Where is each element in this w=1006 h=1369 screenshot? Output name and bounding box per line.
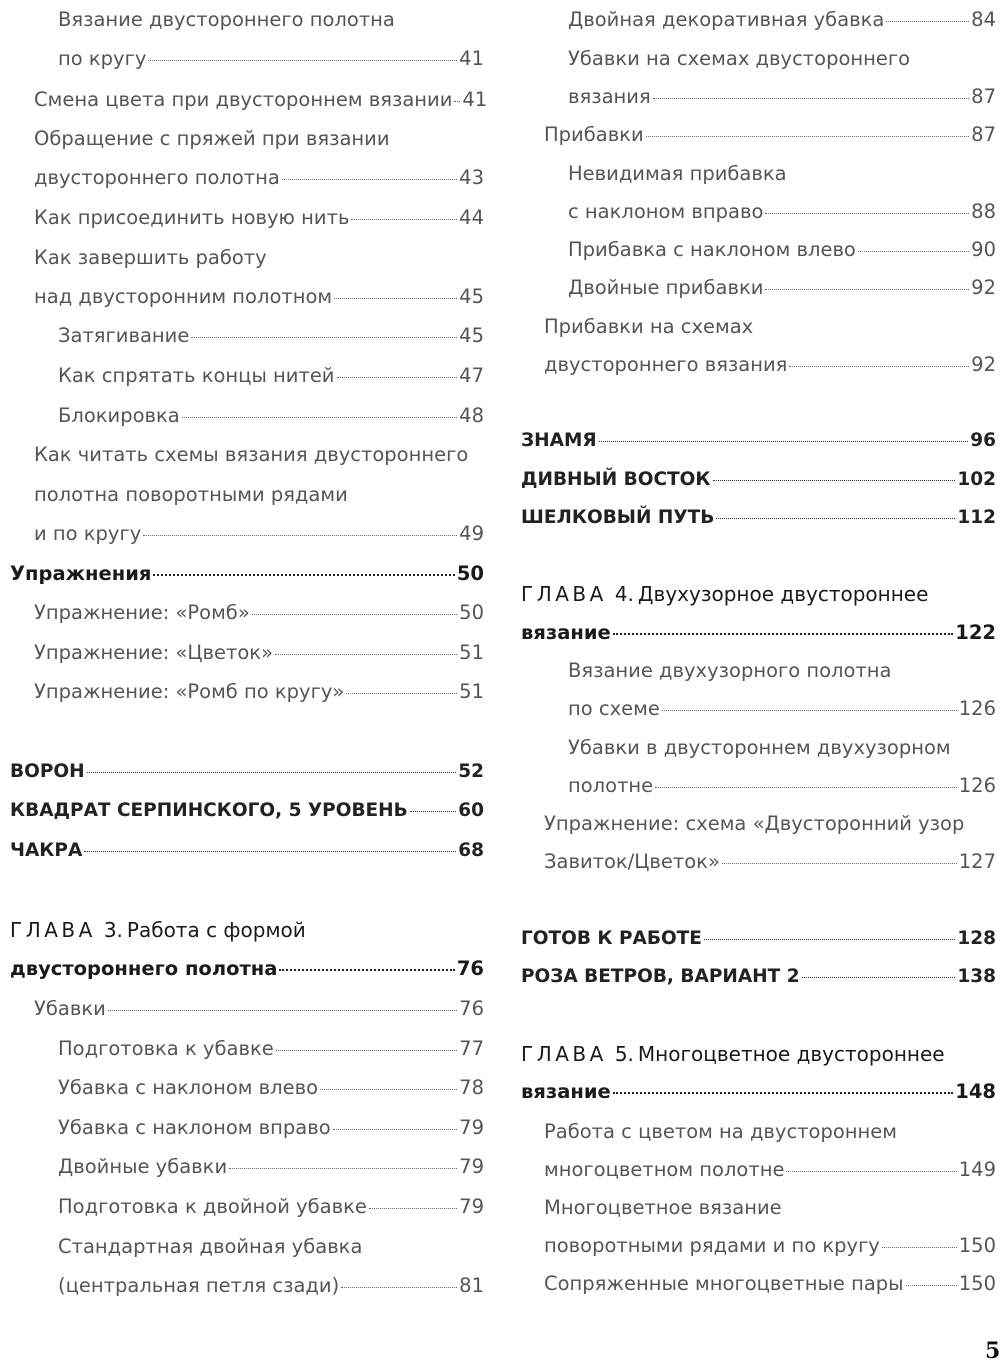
chapter-entry[interactable] bbox=[521, 1077, 996, 1107]
chapter-heading bbox=[521, 1039, 996, 1069]
toc-entry-title: и по кругу bbox=[34, 522, 142, 545]
toc-entry-title: Вязание двухузорного полотна bbox=[568, 659, 892, 682]
toc-entry-title: Многоцветное вязание bbox=[544, 1196, 782, 1219]
toc-entry-title: Двойные прибавки bbox=[568, 276, 764, 299]
dot-leader bbox=[337, 377, 458, 378]
toc-entry-title: над двусторонним полотном bbox=[34, 285, 333, 308]
toc-entry-title: (центральная петля сзади) bbox=[58, 1274, 340, 1297]
toc-page-number: 87 bbox=[971, 85, 996, 108]
toc-entry-title: Упражнение: «Ромб по кругу» bbox=[34, 680, 345, 703]
toc-entry-line bbox=[10, 480, 484, 510]
toc-entry-title: ЧАКРА bbox=[10, 840, 83, 861]
toc-entry-title: Обращение с пряжей при вязании bbox=[34, 127, 390, 150]
dot-leader bbox=[655, 787, 957, 788]
toc-entry-title: вязание bbox=[521, 1080, 611, 1103]
toc-entry-title: Подготовка к двойной убавке bbox=[58, 1195, 367, 1218]
chapter-label: ГЛАВА bbox=[10, 918, 96, 942]
chapter-number: 4. bbox=[614, 582, 634, 606]
toc-pattern-entry[interactable] bbox=[521, 962, 996, 992]
toc-entry-title: Убавка с наклоном влево bbox=[58, 1076, 319, 1099]
toc-page-number: 122 bbox=[955, 621, 996, 644]
toc-entry-title: Упражнение: схема «Двусторонний узор bbox=[544, 812, 965, 835]
dot-leader bbox=[369, 1208, 457, 1209]
toc-entry[interactable] bbox=[10, 85, 488, 115]
toc-page-number: 148 bbox=[955, 1080, 996, 1103]
toc-page-number: 92 bbox=[971, 276, 996, 299]
chapter-title: Многоцветное двустороннее bbox=[637, 1042, 945, 1066]
toc-entry-title: Убавки bbox=[34, 997, 106, 1020]
chapter-heading bbox=[10, 915, 484, 945]
toc-page-number: 49 bbox=[459, 522, 484, 545]
toc-entry-title: РОЗА ВЕТРОВ, ВАРИАНТ 2 bbox=[521, 966, 800, 987]
toc-pattern-entry[interactable] bbox=[10, 836, 484, 866]
toc-page-number: 76 bbox=[459, 997, 484, 1020]
toc-entry-line bbox=[521, 159, 996, 189]
toc-entry-title: Блокировка bbox=[58, 404, 180, 427]
dot-leader bbox=[333, 1129, 458, 1130]
toc-entry-title: Невидимая прибавка bbox=[568, 162, 787, 185]
dot-leader bbox=[229, 1168, 457, 1169]
toc-entry[interactable] bbox=[521, 273, 996, 303]
toc-page-number: 88 bbox=[971, 200, 996, 223]
toc-entry[interactable] bbox=[521, 1231, 996, 1261]
toc-entry[interactable] bbox=[10, 163, 484, 193]
toc-entry[interactable] bbox=[10, 203, 484, 233]
toc-page-number: 52 bbox=[458, 761, 484, 782]
toc-entry[interactable] bbox=[10, 321, 484, 351]
toc-entry[interactable] bbox=[521, 197, 996, 227]
toc-page-number: 47 bbox=[459, 364, 484, 387]
dot-leader bbox=[351, 219, 457, 220]
toc-entry-title: Как завершить работу bbox=[34, 246, 267, 269]
toc-page-number: 96 bbox=[970, 430, 996, 451]
toc-entry[interactable] bbox=[521, 350, 996, 380]
toc-entry-title: ЗНАМЯ bbox=[521, 430, 597, 451]
toc-entry-title: ВОРОН bbox=[10, 761, 85, 782]
toc-entry[interactable] bbox=[521, 120, 996, 150]
toc-pattern-entry[interactable] bbox=[10, 796, 484, 826]
toc-pattern-entry[interactable] bbox=[521, 503, 996, 533]
chapter-heading bbox=[521, 579, 996, 609]
toc-page-number: 138 bbox=[957, 966, 996, 987]
toc-entry[interactable] bbox=[10, 1152, 484, 1182]
toc-entry-title: многоцветном полотне bbox=[544, 1158, 785, 1181]
toc-entry-title: полотне bbox=[568, 774, 654, 797]
toc-entry[interactable] bbox=[521, 1269, 996, 1299]
toc-entry-line bbox=[10, 124, 484, 154]
toc-page-number: 45 bbox=[459, 324, 484, 347]
toc-entry[interactable] bbox=[521, 82, 996, 112]
toc-entry-title: двустороннего вязания bbox=[544, 353, 788, 376]
dot-leader bbox=[191, 337, 457, 338]
toc-entry-title: полотна поворотными рядами bbox=[34, 483, 348, 506]
toc-entry[interactable] bbox=[521, 694, 996, 724]
toc-entry-title: Завиток/Цветок» bbox=[544, 850, 720, 873]
toc-page-number: 79 bbox=[459, 1195, 484, 1218]
dot-leader bbox=[858, 251, 969, 252]
toc-entry-title: Как спрятать концы нитей bbox=[58, 364, 335, 387]
chapter-label: ГЛАВА bbox=[521, 1042, 607, 1066]
toc-entry-line bbox=[521, 1117, 996, 1147]
toc-entry[interactable] bbox=[10, 282, 484, 312]
chapter-title: Двухузорное двустороннее bbox=[637, 582, 929, 606]
toc-page-number: 112 bbox=[957, 507, 996, 528]
dot-leader bbox=[613, 1092, 954, 1094]
toc-entry-title: вязание bbox=[521, 621, 611, 644]
toc-page-number: 149 bbox=[958, 1158, 996, 1181]
toc-entry-title: Убавки на схемах двустороннего bbox=[568, 47, 911, 70]
dot-leader bbox=[153, 574, 454, 576]
dot-leader bbox=[713, 480, 956, 481]
toc-pattern-entry[interactable] bbox=[10, 757, 484, 787]
dot-leader bbox=[341, 1287, 457, 1288]
toc-entry[interactable] bbox=[10, 519, 484, 549]
toc-entry[interactable] bbox=[10, 677, 484, 707]
chapter-number: 5. bbox=[614, 1042, 634, 1066]
toc-entry-title: Работа с цветом на двустороннем bbox=[544, 1120, 897, 1143]
dot-leader bbox=[279, 969, 454, 971]
dot-leader bbox=[276, 1050, 457, 1051]
dot-leader bbox=[454, 101, 460, 102]
toc-entry[interactable] bbox=[10, 598, 484, 628]
chapter-title: Работа с формой bbox=[126, 918, 306, 942]
toc-page-number: 68 bbox=[458, 840, 484, 861]
toc-entry[interactable] bbox=[521, 771, 996, 801]
toc-page-number: 50 bbox=[456, 562, 484, 585]
toc-page-number: 79 bbox=[459, 1116, 484, 1139]
toc-page-number: 51 bbox=[459, 641, 484, 664]
toc-entry[interactable] bbox=[521, 235, 996, 265]
dot-leader bbox=[334, 298, 457, 299]
dot-leader bbox=[662, 710, 957, 711]
toc-entry-title: ДИВНЫЙ ВОСТОК bbox=[521, 469, 711, 490]
dot-leader bbox=[108, 1010, 457, 1011]
toc-page-number: 84 bbox=[971, 8, 996, 31]
toc-entry-title: поворотными рядами и по кругу bbox=[544, 1234, 880, 1257]
dot-leader bbox=[716, 518, 955, 519]
toc-page-number: 150 bbox=[958, 1234, 996, 1257]
toc-page-number: 87 bbox=[971, 123, 996, 146]
dot-leader bbox=[410, 811, 456, 812]
toc-page-number: 48 bbox=[459, 404, 484, 427]
toc-entry-title: Упражнение: «Ромб» bbox=[34, 601, 250, 624]
toc-page-number: 150 bbox=[958, 1272, 996, 1295]
toc-entry-title: Затягивание bbox=[58, 324, 190, 347]
toc-entry-line bbox=[521, 809, 996, 839]
toc-page-number: 50 bbox=[459, 601, 484, 624]
toc-section-entry[interactable] bbox=[10, 559, 484, 589]
toc-entry-title: двустороннего полотна bbox=[34, 166, 280, 189]
toc-entry-line bbox=[10, 440, 484, 470]
toc-page-number: 90 bbox=[971, 238, 996, 261]
dot-leader bbox=[765, 289, 969, 290]
chapter-entry[interactable] bbox=[521, 618, 996, 648]
dot-leader bbox=[84, 851, 456, 852]
toc-entry-title: ГОТОВ К РАБОТЕ bbox=[521, 928, 702, 949]
toc-entry-title: Как присоединить новую нить bbox=[34, 206, 350, 229]
toc-entry-title: Упражнения bbox=[10, 562, 152, 585]
toc-entry-title: Двойная декоративная убавка bbox=[568, 8, 885, 31]
toc-entry-title: Упражнение: «Цветок» bbox=[34, 641, 274, 664]
toc-entry-title: ШЕЛКОВЫЙ ПУТЬ bbox=[521, 507, 715, 528]
dot-leader bbox=[646, 136, 970, 137]
toc-entry-title: Двойные убавки bbox=[58, 1155, 228, 1178]
toc-entry-title: Убавки в двустороннем двухузорном bbox=[568, 736, 951, 759]
dot-leader bbox=[320, 1089, 457, 1090]
dot-leader bbox=[789, 366, 969, 367]
toc-page-number: 102 bbox=[957, 469, 996, 490]
toc-entry-title: Вязание двустороннего полотна bbox=[58, 8, 395, 31]
dot-leader bbox=[143, 535, 457, 536]
toc-entry-line bbox=[521, 44, 996, 74]
toc-entry[interactable] bbox=[10, 638, 484, 668]
toc-page-number: 77 bbox=[459, 1037, 484, 1060]
toc-page-number: 126 bbox=[958, 697, 996, 720]
toc-entry-line bbox=[521, 656, 996, 686]
chapter-label: ГЛАВА bbox=[521, 582, 607, 606]
dot-leader bbox=[722, 863, 957, 864]
toc-entry[interactable] bbox=[10, 361, 484, 391]
toc-page-number: 92 bbox=[971, 353, 996, 376]
toc-entry[interactable] bbox=[10, 401, 484, 431]
dot-leader bbox=[786, 1171, 956, 1172]
toc-entry[interactable] bbox=[521, 1155, 996, 1185]
toc-entry-title: Прибавки bbox=[544, 123, 644, 146]
toc-entry-title: двустороннего полотна bbox=[10, 957, 278, 980]
toc-entry-line bbox=[10, 1232, 484, 1262]
toc-entry-title: Прибавки на схемах bbox=[544, 315, 754, 338]
toc-page-number: 44 bbox=[459, 206, 484, 229]
dot-leader bbox=[882, 1247, 957, 1248]
dot-leader bbox=[765, 213, 969, 214]
dot-leader bbox=[252, 614, 457, 615]
toc-entry[interactable] bbox=[10, 1271, 484, 1301]
toc-page-number: 45 bbox=[459, 285, 484, 308]
toc-entry[interactable] bbox=[10, 1113, 484, 1143]
toc-entry-title: по схеме bbox=[568, 697, 660, 720]
toc-entry-line bbox=[521, 312, 996, 342]
dot-leader bbox=[613, 633, 954, 635]
toc-entry-line bbox=[521, 733, 996, 763]
dot-leader bbox=[704, 939, 955, 940]
toc-page-number: 76 bbox=[456, 957, 484, 980]
toc-page-number: 51 bbox=[459, 680, 484, 703]
toc-page-number: 127 bbox=[958, 850, 996, 873]
toc-entry-title: КВАДРАТ СЕРПИНСКОГО, 5 УРОВЕНЬ bbox=[10, 800, 408, 821]
dot-leader bbox=[87, 772, 457, 773]
toc-page-number: 79 bbox=[459, 1155, 484, 1178]
toc-pattern-entry[interactable] bbox=[521, 426, 996, 456]
toc-entry-title: Прибавка с наклоном влево bbox=[568, 238, 856, 261]
toc-entry-title: Смена цвета при двустороннем вязании bbox=[34, 88, 453, 111]
page-number: 5 bbox=[985, 1338, 1001, 1364]
dot-leader bbox=[653, 98, 969, 99]
dot-leader bbox=[346, 693, 457, 694]
toc-entry-line bbox=[10, 243, 484, 273]
toc-entry-title: Подготовка к убавке bbox=[58, 1037, 274, 1060]
dot-leader bbox=[275, 654, 457, 655]
toc-entry[interactable] bbox=[521, 5, 996, 35]
toc-entry-line bbox=[10, 5, 484, 35]
toc-entry[interactable] bbox=[10, 1073, 484, 1103]
toc-page-number: 81 bbox=[459, 1274, 484, 1297]
chapter-entry[interactable] bbox=[10, 954, 484, 984]
dot-leader bbox=[906, 1285, 957, 1286]
toc-page-number: 43 bbox=[459, 166, 484, 189]
dot-leader bbox=[886, 21, 969, 22]
dot-leader bbox=[599, 441, 969, 442]
dot-leader bbox=[282, 179, 457, 180]
toc-pattern-entry[interactable] bbox=[521, 924, 996, 954]
toc-entry-title: Стандартная двойная убавка bbox=[58, 1235, 363, 1258]
toc-entry-line bbox=[521, 1193, 996, 1223]
toc-entry[interactable] bbox=[521, 847, 996, 877]
chapter-number: 3. bbox=[103, 918, 123, 942]
toc-entry-title: Убавка с наклоном вправо bbox=[58, 1116, 331, 1139]
toc-entry[interactable] bbox=[10, 1192, 484, 1222]
toc-page-number: 128 bbox=[957, 928, 996, 949]
toc-page-number: 60 bbox=[458, 800, 484, 821]
toc-entry-title: Сопряженные многоцветные пары bbox=[544, 1272, 904, 1295]
toc-pattern-entry[interactable] bbox=[521, 465, 996, 495]
toc-page-number: 41 bbox=[459, 47, 484, 70]
dot-leader bbox=[182, 417, 457, 418]
dot-leader bbox=[802, 977, 956, 978]
toc-entry-title: Как читать схемы вязания двустороннего bbox=[34, 443, 469, 466]
toc-page-number: 78 bbox=[459, 1076, 484, 1099]
toc-entry[interactable] bbox=[10, 994, 484, 1024]
toc-entry-title: по кругу bbox=[58, 47, 147, 70]
toc-entry[interactable] bbox=[10, 44, 484, 74]
toc-page-number: 41 bbox=[462, 88, 488, 111]
toc-entry[interactable] bbox=[10, 1034, 484, 1064]
dot-leader bbox=[148, 60, 457, 61]
toc-entry-title: с наклоном вправо bbox=[568, 200, 764, 223]
toc-entry-title: вязания bbox=[568, 85, 651, 108]
toc-page-number: 126 bbox=[958, 774, 996, 797]
